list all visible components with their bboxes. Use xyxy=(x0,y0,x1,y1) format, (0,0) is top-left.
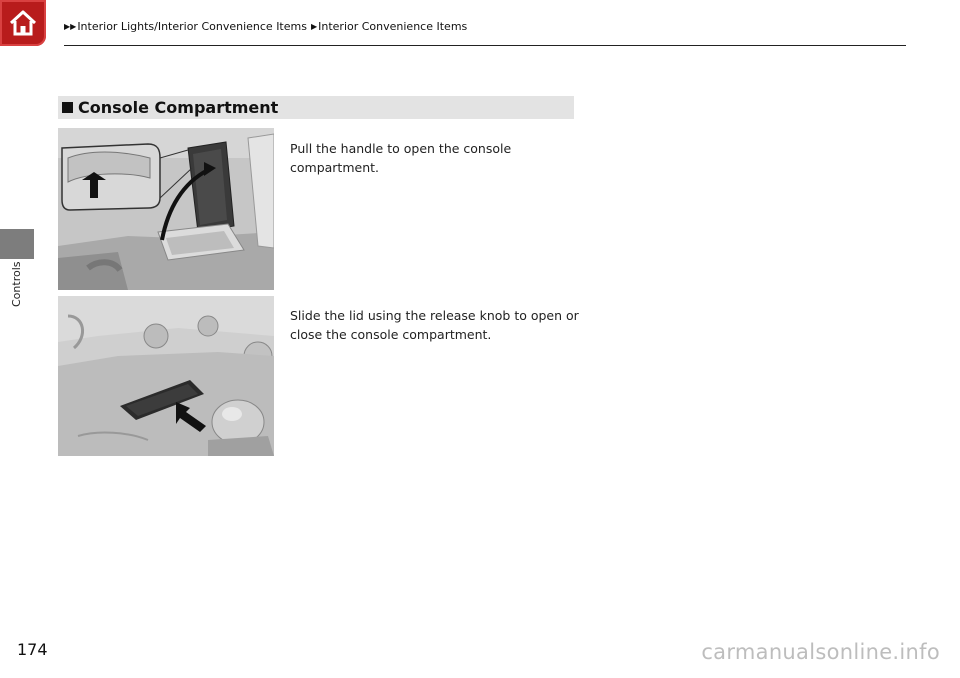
home-icon xyxy=(8,9,38,37)
section-header xyxy=(58,96,574,119)
triangle-right-icon: ▶ xyxy=(310,22,318,31)
instruction-pull-handle: Pull the handle to open the console compartment. xyxy=(290,140,512,175)
breadcrumb-link-convenience-items[interactable]: Interior Convenience Items xyxy=(318,20,468,33)
home-button[interactable] xyxy=(0,0,46,46)
breadcrumb-link-interior-lights[interactable]: Interior Lights/Interior Convenience Items xyxy=(77,20,307,33)
console-release-knob-illustration xyxy=(58,296,274,456)
header-divider xyxy=(64,45,906,46)
breadcrumb xyxy=(64,20,471,33)
console-open-illustration xyxy=(58,128,274,290)
watermark: carmanualsonline.info xyxy=(701,640,940,664)
page-number: 174 xyxy=(17,640,48,659)
triangle-right-icon: ▶▶ xyxy=(64,22,77,31)
side-tab-label: Controls xyxy=(10,262,23,308)
side-tab-marker[interactable] xyxy=(0,229,34,259)
section-title: Console Compartment xyxy=(78,98,279,117)
black-square-icon xyxy=(62,102,73,113)
instruction-slide-lid: Slide the lid using the release knob to open or close the console compartment. xyxy=(290,307,579,342)
